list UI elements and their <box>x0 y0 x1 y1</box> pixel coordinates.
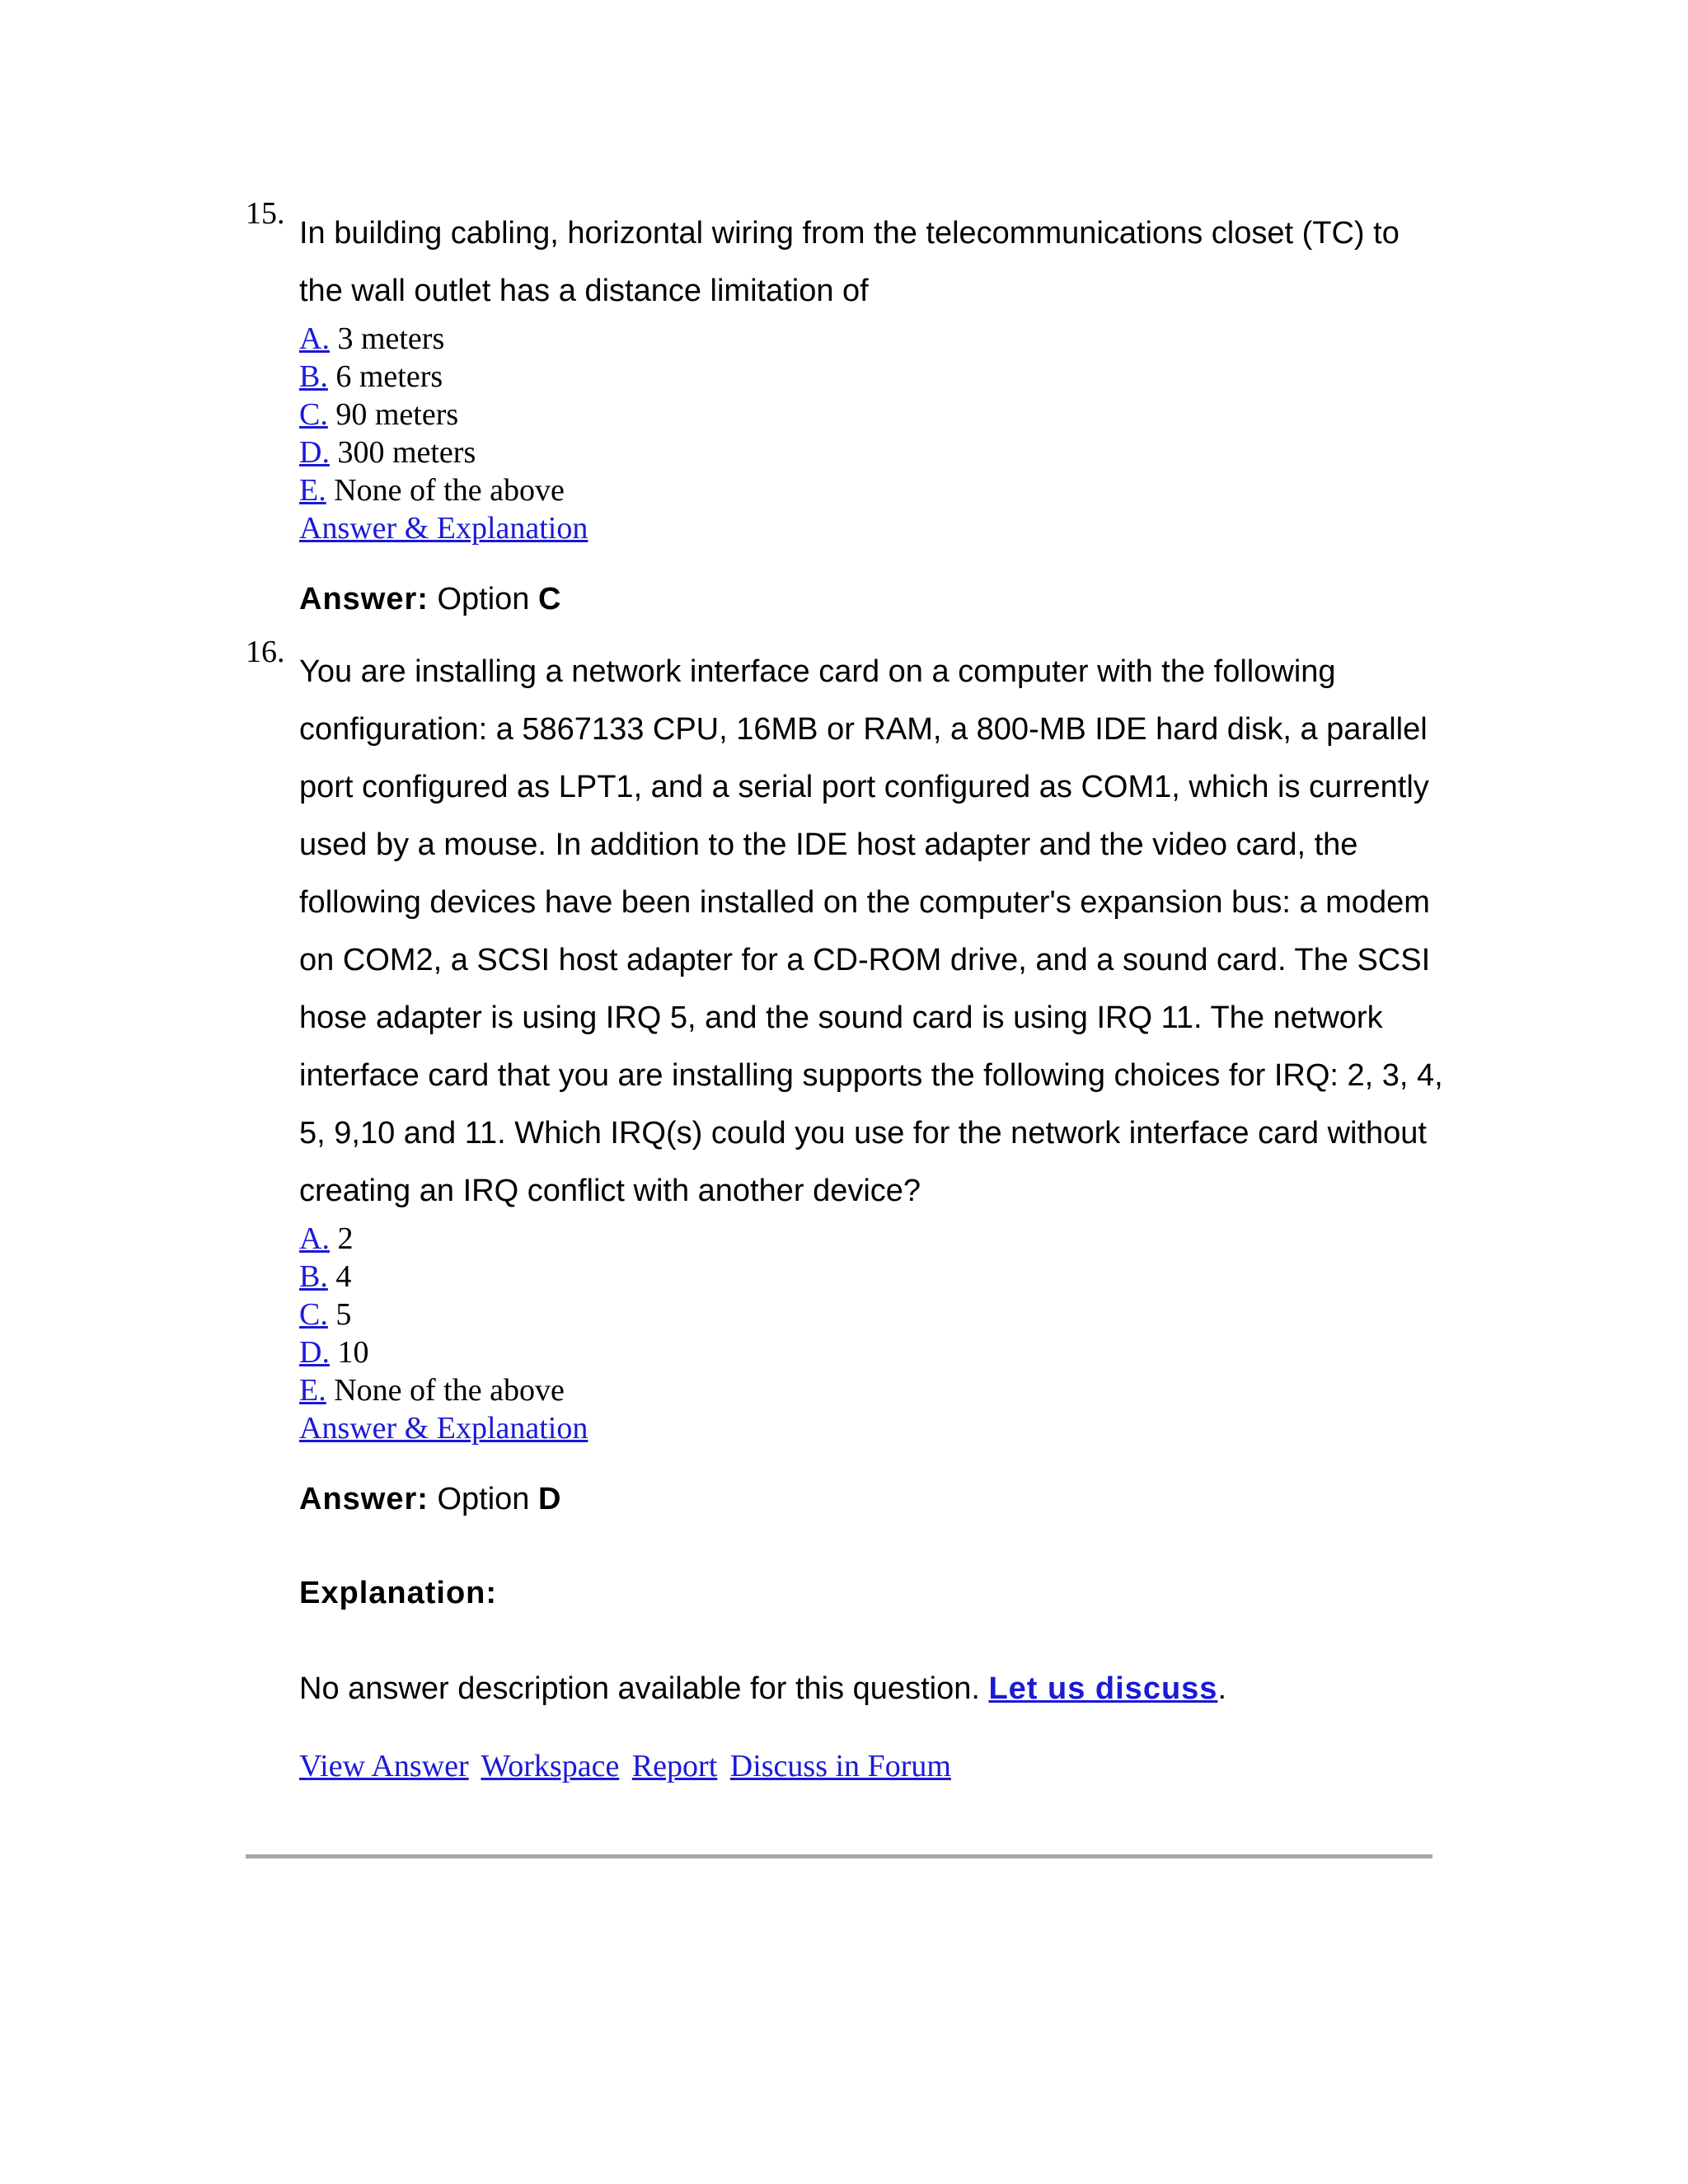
answer-explanation-row <box>299 509 1445 547</box>
option-d-link[interactable]: D. <box>299 1335 330 1370</box>
option-c <box>299 1296 1445 1333</box>
answer-line <box>299 1480 1445 1518</box>
answer-label: Answer: <box>299 1482 429 1516</box>
option-e-text: None of the above <box>334 1373 565 1408</box>
question-text: You are installing a network interface card on a computer with the following configuration: a 5867133 CPU, 16MB or RAM, a 800-MB IDE hard disk, a parallel port configured as LPT1, and a serial port configured as COM1, which is currently used by a mouse. In addition to the IDE host adapter and the video card, the following devices have been installed on the computer's expansion bus: a modem on COM2, a SCSI host adapter for a CD-ROM drive, and a sound card. The SCSI hose adapter is using IRQ 5, and the sound card is using IRQ 11. The network interface card that you are installing supports the following choices for IRQ: 2, 3, 4, 5, 9,10 and 11. Which IRQ(s) could you use for the network interface card without creating an IRQ conflict with another device? <box>299 654 1443 1208</box>
option-a-text: 2 <box>337 1221 354 1256</box>
option-a-link[interactable]: A. <box>299 321 330 356</box>
option-c-link[interactable]: C. <box>299 1297 328 1332</box>
answer-label: Answer: <box>299 582 429 616</box>
option-e <box>299 471 1445 509</box>
explanation-title: Explanation: <box>299 1576 498 1610</box>
option-c-text: 90 meters <box>335 397 459 432</box>
answer-explanation-link[interactable]: Answer & Explanation <box>299 1411 588 1446</box>
answer-prefix: Option <box>437 1482 530 1516</box>
option-a <box>299 1220 1445 1258</box>
answer-line <box>299 580 1445 618</box>
divider-line <box>246 1854 1432 1858</box>
option-d-link[interactable]: D. <box>299 435 330 470</box>
option-d-text: 300 meters <box>337 435 476 470</box>
discuss-in-forum-link[interactable]: Discuss in Forum <box>729 1749 951 1783</box>
option-b-link[interactable]: B. <box>299 359 328 394</box>
option-e-link[interactable]: E. <box>299 473 326 508</box>
option-list <box>299 1220 1445 1409</box>
question-body <box>299 636 1445 1785</box>
option-a-text: 3 meters <box>337 321 445 356</box>
option-a-link[interactable]: A. <box>299 1221 330 1256</box>
footer-links <box>299 1747 1445 1785</box>
question-number: 16. <box>246 635 285 669</box>
option-e-text: None of the above <box>334 473 565 508</box>
workspace-link[interactable]: Workspace <box>481 1749 620 1783</box>
answer-option: C <box>538 582 561 616</box>
option-c-link[interactable]: C. <box>299 397 328 432</box>
option-d-text: 10 <box>337 1335 369 1370</box>
option-e-link[interactable]: E. <box>299 1373 326 1408</box>
answer-explanation-row <box>299 1409 1445 1447</box>
option-d <box>299 1333 1445 1371</box>
option-a <box>299 320 1445 358</box>
answer-explanation-link[interactable]: Answer & Explanation <box>299 511 588 546</box>
option-c-text: 5 <box>335 1297 352 1332</box>
question-number: 15. <box>246 196 285 231</box>
explanation-text-line <box>299 1670 1445 1708</box>
option-d <box>299 434 1445 471</box>
let-us-discuss-link[interactable]: Let us discuss <box>988 1671 1218 1706</box>
option-b-link[interactable]: B. <box>299 1259 328 1294</box>
answer-prefix: Option <box>437 582 530 616</box>
option-b-text: 6 meters <box>335 359 443 394</box>
view-answer-link[interactable]: View Answer <box>299 1749 469 1783</box>
option-b <box>299 358 1445 396</box>
option-c <box>299 396 1445 434</box>
explanation-end: . <box>1217 1671 1226 1706</box>
report-link[interactable]: Report <box>631 1749 718 1783</box>
explanation-text: No answer description available for this question. <box>299 1671 980 1706</box>
answer-option: D <box>538 1482 561 1516</box>
option-b-text: 4 <box>335 1259 352 1294</box>
option-e <box>299 1371 1445 1409</box>
option-b <box>299 1258 1445 1296</box>
option-list <box>299 320 1445 509</box>
question-text: In building cabling, horizontal wiring from the telecommunications closet (TC) to the wall outlet has a distance limitation of <box>299 216 1400 308</box>
question-body <box>299 198 1445 618</box>
